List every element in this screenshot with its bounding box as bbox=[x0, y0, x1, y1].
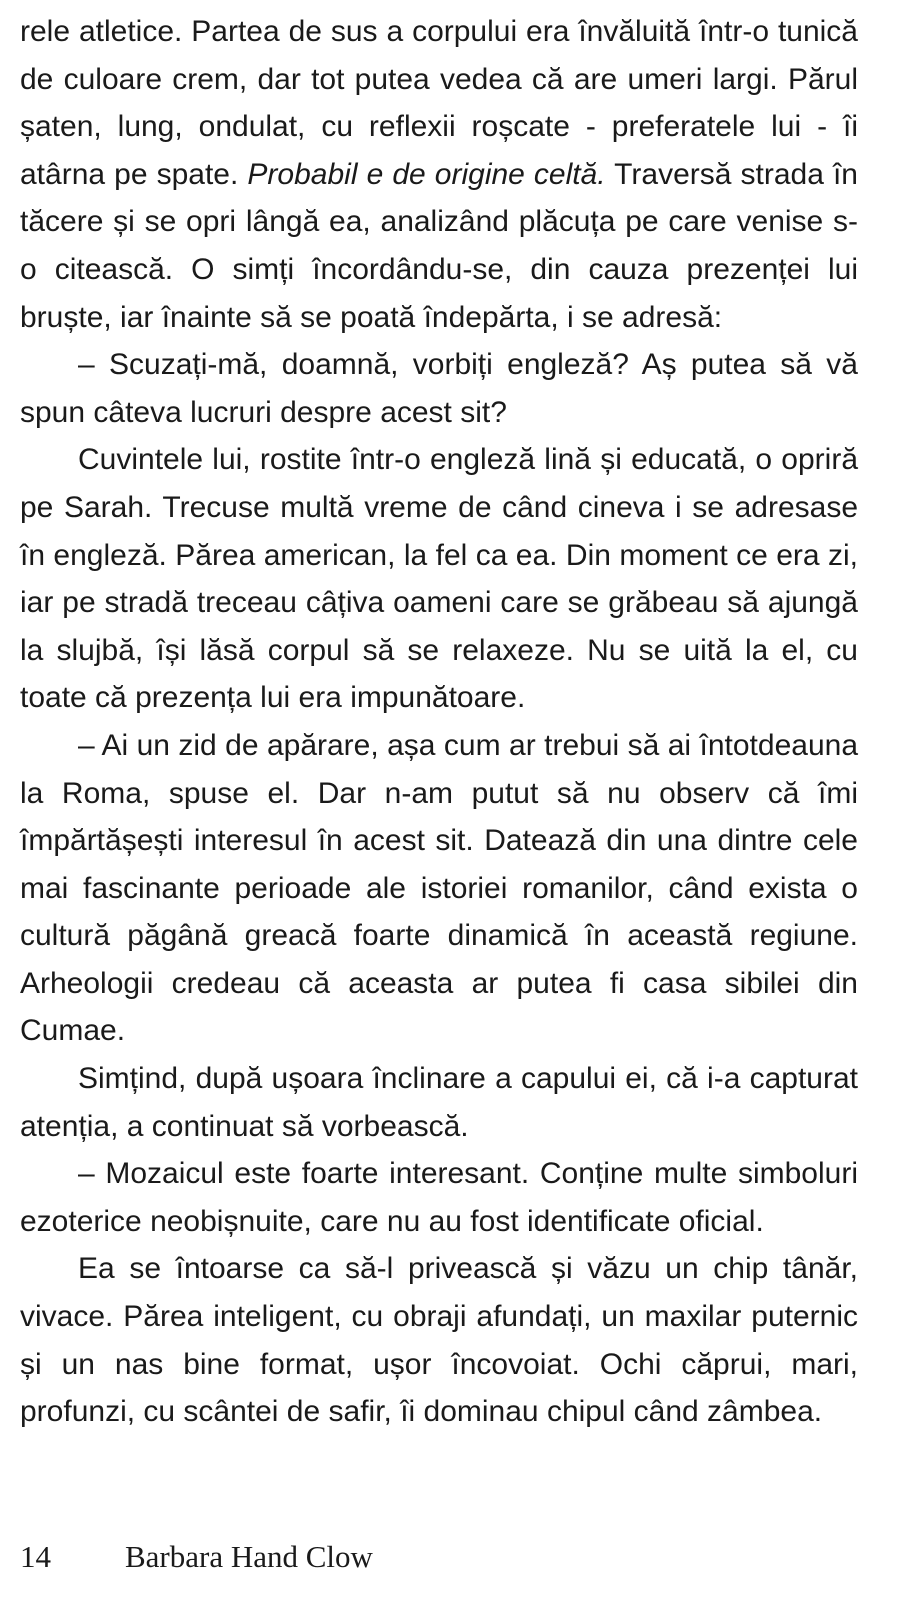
paragraph-1-text-end: Traversă strada în tăcere și se opri lângă ea, analizând plăcuța pe care venise s-o citească. O simți încordându-se, din cauza prezenței lui bruște, iar înainte să se poată îndepărta, i se adresă: bbox=[20, 157, 858, 334]
paragraph-1-italic-thought: Probabil e de origine celtă. bbox=[247, 157, 606, 191]
page-footer bbox=[20, 1537, 373, 1577]
author-name: Barbara Hand Clow bbox=[125, 1539, 373, 1574]
paragraph-2-dialogue: – Scuzați-mă, doamnă, vorbiți engleză? Aș putea să vă spun câteva lucruri despre acest sit? bbox=[20, 348, 858, 429]
book-page-body bbox=[20, 8, 858, 1436]
paragraph-6-dialogue: – Mozaicul este foarte interesant. Conține multe simboluri ezoterice neobișnuite, care nu au fost identificate oficial. bbox=[20, 1157, 858, 1238]
paragraph-1-text-start: rele atletice. Partea de sus a corpului era învăluită într-o tunică de culoare crem, dar tot putea vedea că are umeri largi. Părul șaten, lung, ondulat, cu reflexii roșcate - preferatele lui - îi atârna pe spate. bbox=[20, 15, 858, 191]
page-number: 14 bbox=[20, 1539, 51, 1574]
paragraph-7: Ea se întoarse ca să-l privească și văzu un chip tânăr, vivace. Părea inteligent, cu obraji afundați, un maxilar puternic și un nas bine format, ușor încovoiat. Ochi căprui, mari, profunzi, cu scântei de safir, îi dominau chipul când zâmbea. bbox=[20, 1252, 858, 1429]
paragraph-1 bbox=[20, 8, 858, 341]
paragraph-5: Simțind, după ușoara înclinare a capului ei, că i-a capturat atenția, a continuat să vorbească. bbox=[20, 1062, 858, 1143]
paragraph-3: Cuvintele lui, rostite într-o engleză lină și educată, o opriră pe Sarah. Trecuse multă vreme de când cineva i se adresase în engleză. Părea american, la fel ca ea. Din moment ce era zi, iar pe stradă treceau câțiva oameni care se grăbeau să ajungă la slujbă, își lăsă corpul să se relaxeze. Nu se uită la el, cu toate că prezența lui era impunătoare. bbox=[20, 443, 858, 715]
paragraph-4-dialogue: – Ai un zid de apărare, așa cum ar trebui să ai întotdeauna la Roma, spuse el. Dar n-am putut să nu observ că îmi împărtășești interesul în acest sit. Datează din una dintre cele mai fascinante perioade ale istoriei romanilor, când exista o cultură păgână greacă foarte dinamică în această regiune. Arheologii credeau că aceasta ar putea fi casa sibilei din Cumae. bbox=[20, 728, 858, 1048]
